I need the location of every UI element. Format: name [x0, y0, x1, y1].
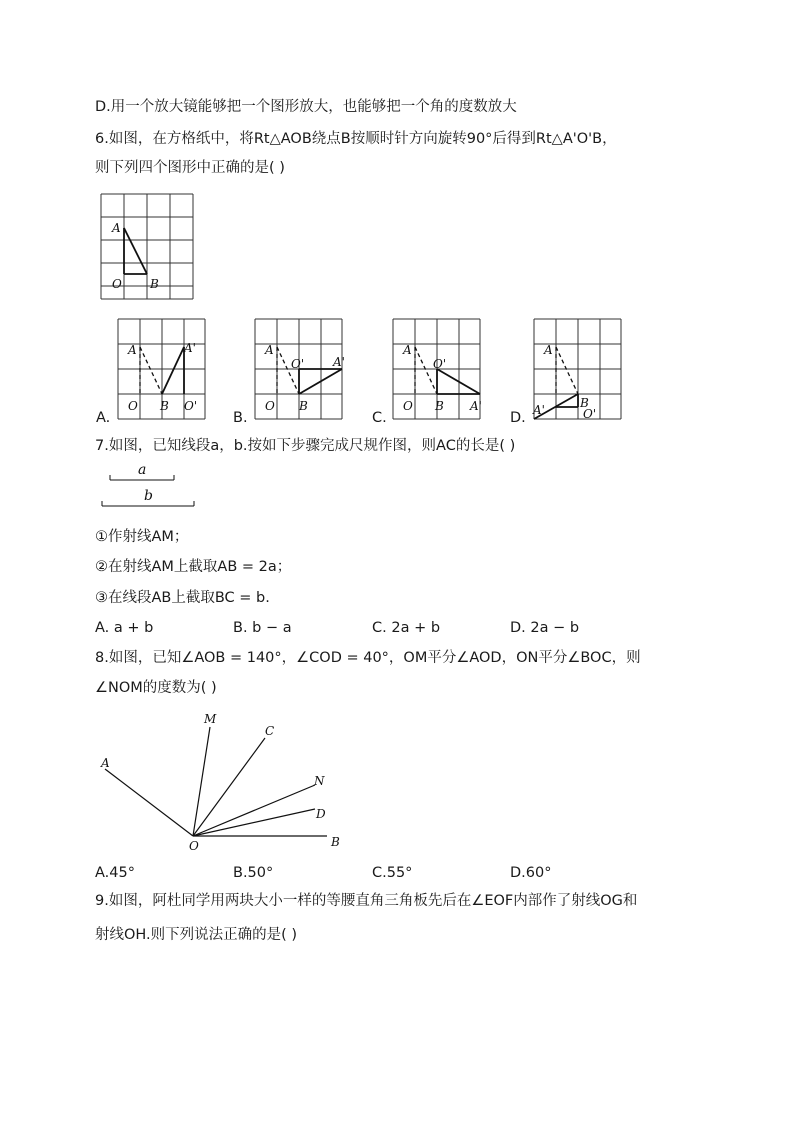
label-O: O [265, 399, 275, 413]
q9-stem-line2: 射线OH.则下列说法正确的是( ) [95, 927, 298, 943]
q6-option-d-figure [533, 318, 625, 422]
label-A-prime: A' [533, 403, 545, 417]
label-O: O [189, 839, 199, 853]
segment-b-label: b [144, 488, 153, 504]
label-A-prime: A' [470, 399, 482, 413]
label-A-prime: A' [184, 341, 196, 355]
label-A: A [544, 343, 553, 357]
q7-option-b: B. b − a [233, 620, 292, 636]
q9-stem-line1: 9.如图，阿杜同学用两块大小一样的等腰直角三角板先后在∠EOF内部作了射线OG和 [95, 893, 638, 909]
q8-angle-figure [95, 705, 355, 855]
q7-step1: ①作射线AM； [95, 529, 189, 545]
label-A: A [403, 343, 412, 357]
label-B: B [160, 399, 169, 413]
label-O-prime: O' [291, 357, 305, 371]
label-A: A [101, 756, 110, 770]
label-A: A [112, 221, 121, 235]
q7-step3: ③在线段AB上截取BC = b. [95, 590, 270, 606]
label-O: O [128, 399, 138, 413]
q6-option-b-figure [254, 318, 346, 422]
q7-option-d: D. 2a − b [510, 620, 580, 636]
label-A: A [265, 343, 274, 357]
q7-option-a: A. a + b [95, 620, 154, 636]
label-B: B [580, 396, 589, 410]
label-A-prime: A' [333, 355, 345, 369]
q8-stem-line2: ∠NOM的度数为( ) [95, 680, 217, 696]
q6-option-a-figure [117, 318, 209, 422]
label-M: M [204, 712, 217, 726]
q6-option-c-label: C. [372, 410, 387, 426]
label-O-prime: O' [583, 407, 597, 421]
q7-step2: ②在射线AM上截取AB = 2a； [95, 559, 292, 575]
label-O-prime: O' [184, 399, 198, 413]
q5-option-d: D.用一个放大镜能够把一个图形放大，也能够把一个角的度数放大 [95, 99, 517, 115]
label-O: O [403, 399, 413, 413]
q7-option-c: C. 2a + b [372, 620, 441, 636]
label-B: B [435, 399, 444, 413]
q8-option-c: C.55° [372, 865, 413, 881]
segment-a-label: a [138, 462, 147, 478]
q6-option-c-figure [392, 318, 484, 422]
q6-option-a-label: A. [96, 410, 111, 426]
label-O: O [112, 277, 122, 291]
label-B: B [150, 277, 159, 291]
label-B: B [299, 399, 308, 413]
label-D: D [316, 807, 326, 821]
q6-stem-line1: 6.如图，在方格纸中，将Rt△AOB绕点B按顺时针方向旋转90°后得到Rt△A'O'B， [95, 131, 617, 147]
q6-option-b-label: B. [233, 410, 248, 426]
label-N: N [314, 774, 325, 788]
q8-stem-line1: 8.如图，已知∠AOB = 140°，∠COD = 40°，OM平分∠AOD，ON平分∠BOC，则 [95, 650, 641, 666]
q6-stem-line2: 则下列四个图形中正确的是( ) [95, 160, 285, 176]
q6-original-figure [100, 193, 200, 308]
q8-option-a: A.45° [95, 865, 135, 881]
q6-option-d-label: D. [510, 410, 526, 426]
q7-stem: 7.如图，已知线段a，b.按如下步骤完成尺规作图，则AC的长是( ) [95, 438, 516, 454]
q7-segments-figure [100, 460, 200, 510]
label-C: C [265, 724, 275, 738]
q8-option-d: D.60° [510, 865, 552, 881]
label-O-prime: O' [433, 357, 447, 371]
q8-option-b: B.50° [233, 865, 274, 881]
label-A: A [128, 343, 137, 357]
label-B: B [331, 835, 340, 849]
